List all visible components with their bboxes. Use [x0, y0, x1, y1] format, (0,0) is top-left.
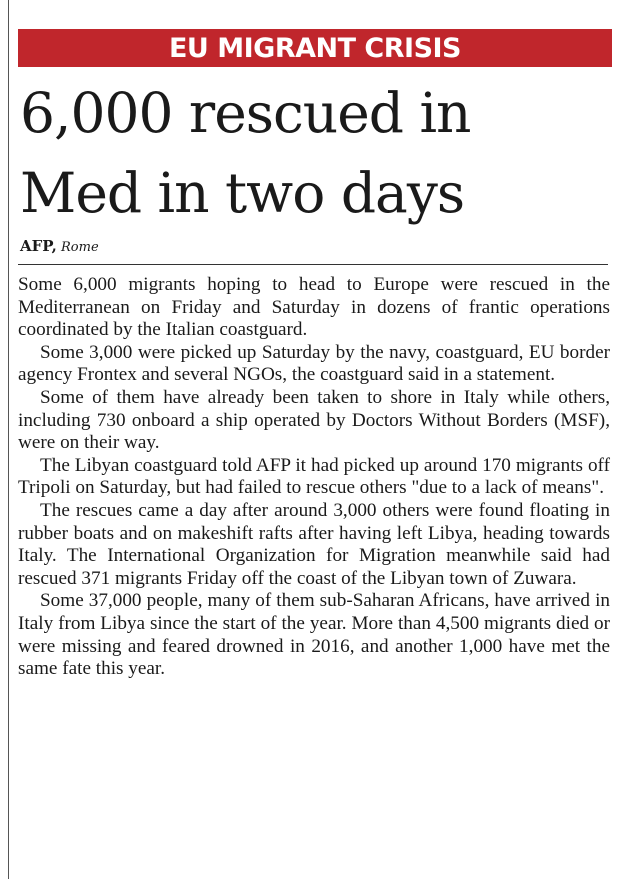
section-kicker-bar — [18, 29, 612, 67]
byline-divider — [18, 264, 608, 265]
article-paragraph-6: Some 37,000 people, many of them sub-Saharan Africans, have arrived in Italy from Libya since the start of the year. More than 4,500 migrants died or were missing and feared drowned in 2016, and another 1,000 have met the same fate this year. — [18, 590, 610, 680]
byline-agency: AFP, — [20, 237, 57, 255]
news-article — [18, 0, 612, 681]
article-paragraph-1: Some 6,000 migrants hoping to head to Europe were rescued in the Mediterranean on Friday and Saturday in dozens of frantic operations coordinated by the Italian coastguard. — [18, 274, 610, 341]
headline-line-2: Med in two days — [20, 161, 465, 225]
headline — [20, 73, 612, 233]
byline-place: Rome — [61, 240, 99, 255]
column-rule — [8, 0, 9, 879]
article-paragraph-3: Some of them have already been taken to shore in Italy while others, including 730 onboard a ship operated by Doctors Without Borders (MSF), were on their way. — [18, 386, 610, 454]
section-kicker: EU MIGRANT CRISIS — [168, 32, 462, 64]
article-body — [18, 274, 610, 681]
headline-line-1: 6,000 rescued in — [20, 81, 471, 145]
article-paragraph-5: The rescues came a day after around 3,000 others were found floating in rubber boats and on makeshift rafts after having left Libya, heading towards Italy. The International Organization for Migration meanwhile said had rescued 371 migrants Friday off the coast of the Libyan town of Zuwara. — [18, 499, 610, 589]
article-paragraph-4: The Libyan coastguard told AFP it had picked up around 170 migrants off Tripoli on Saturday, but had failed to rescue others "due to a lack of means". — [18, 454, 610, 499]
article-paragraph-2: Some 3,000 were picked up Saturday by the navy, coastguard, EU border agency Frontex and several NGOs, the coastguard said in a statement. — [18, 341, 610, 386]
byline — [20, 237, 612, 257]
